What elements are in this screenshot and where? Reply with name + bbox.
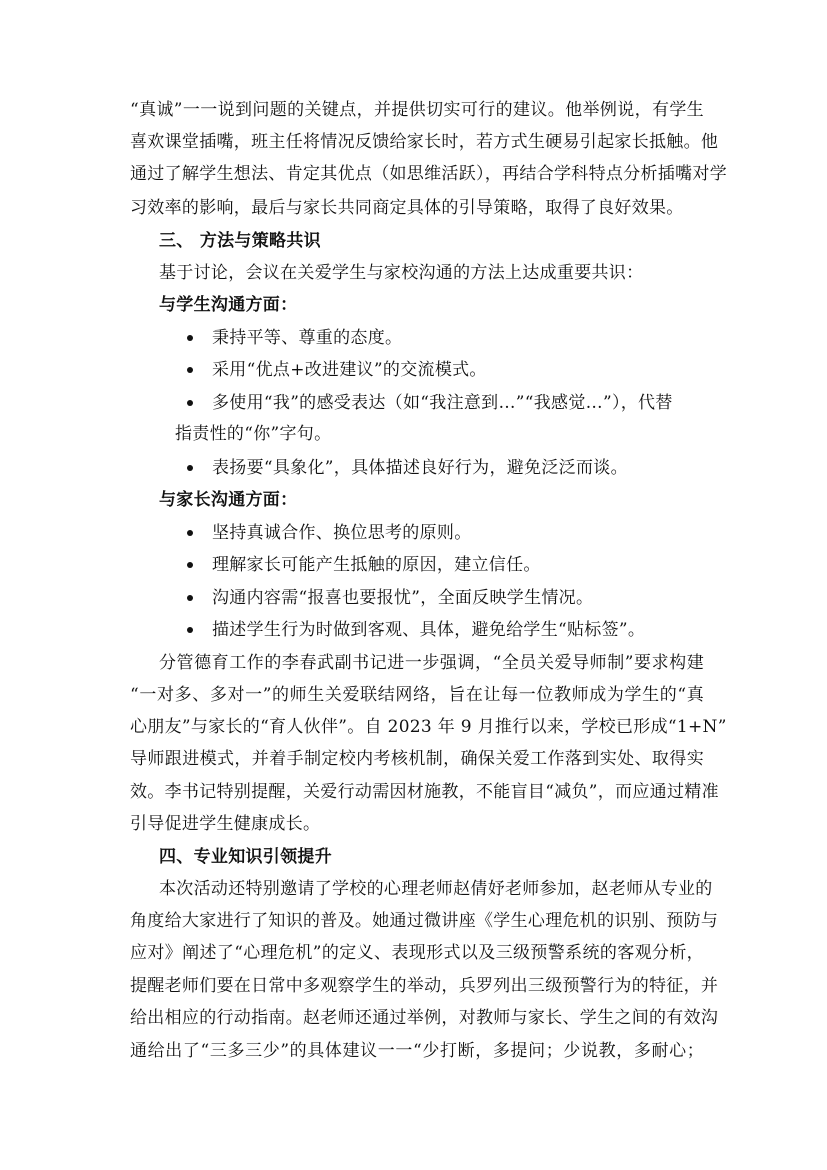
subheading-student-communication: 与学生沟通方面： bbox=[159, 295, 298, 315]
section-heading-3: 三、 方法与策略共识 bbox=[159, 231, 321, 251]
paragraph-line: 效。李书记特别提醒，关爱行动需因材施教，不能盲目“减负”，而应通过精准 bbox=[130, 782, 719, 802]
paragraph-line: 分管德育工作的李春武副书记进一步强调，“全员关爱导师制”要求构建 bbox=[159, 653, 704, 673]
paragraph-line: 基于讨论，会议在关爱学生与家校沟通的方法上达成重要共识： bbox=[159, 263, 644, 283]
list-item: 采用“优点+改进建议”的交流模式。 bbox=[212, 360, 487, 380]
list-item-continuation: 指责性的“你”字句。 bbox=[175, 424, 332, 444]
paragraph-line: “一对多、多对一”的师生关爱联结网络，旨在让每一位教师成为学生的“真 bbox=[130, 685, 704, 705]
bullet-icon bbox=[186, 359, 194, 381]
bullet-icon bbox=[186, 587, 194, 609]
paragraph-line: 本次活动还特别邀请了学校的心理老师赵倩妤老师参加，赵老师从专业的 bbox=[159, 879, 713, 899]
paragraph-line: 提醒老师们要在日常中多观察学生的举动，兵罗列出三级预警行为的特征，并 bbox=[130, 976, 719, 996]
paragraph-line: 引导促进学生健康成长。 bbox=[130, 814, 321, 834]
list-item: 坚持真诚合作、换位思考的原则。 bbox=[212, 523, 472, 543]
list-item: 表扬要“具象化”，具体描述良好行为，避免泛泛而谈。 bbox=[212, 458, 628, 478]
paragraph-line: 喜欢课堂插嘴，班主任将情况反馈给家长时，若方式生硬易引起家长抵触。他 bbox=[130, 132, 719, 152]
paragraph-line: 导师跟进模式，并着手制定校内考核机制，确保关爱工作落到实处、取得实 bbox=[130, 749, 704, 769]
paragraph-line: 应对》阐述了“心理危机”的定义、表现形式以及三级预警系统的客观分析， bbox=[130, 943, 704, 963]
bullet-icon bbox=[186, 327, 194, 349]
paragraph-line: “真诚”一一说到问题的关键点，并提供切实可行的建议。他举例说，有学生 bbox=[130, 100, 704, 120]
subheading-parent-communication: 与家长沟通方面： bbox=[159, 490, 298, 510]
list-item: 理解家长可能产生抵触的原因，建立信任。 bbox=[212, 555, 541, 575]
bullet-icon bbox=[186, 457, 194, 479]
bullet-icon bbox=[186, 392, 194, 414]
list-item: 多使用“我”的感受表达（如“我注意到…”“我感觉…”），代替 bbox=[212, 393, 673, 413]
paragraph-line: 习效率的影响，最后与家长共同商定具体的引导策略，取得了良好效果。 bbox=[130, 198, 684, 218]
paragraph-line: 心朋友”与家长的“育人伙伴”。自 2023 年 9 月推行以来，学校已形成“1+N” bbox=[130, 717, 727, 737]
list-item: 秉持平等、尊重的态度。 bbox=[212, 328, 403, 348]
paragraph-line: 通给出了“三多三少”的具体建议一一“少打断，多提问；少说教，多耐心； bbox=[130, 1041, 704, 1061]
list-item: 描述学生行为时做到客观、具体，避免给学生“贴标签”。 bbox=[212, 620, 646, 640]
bullet-icon bbox=[186, 554, 194, 576]
paragraph-line: 通过了解学生想法、肯定其优点（如思维活跃），再结合学科特点分析插嘴对学 bbox=[130, 164, 727, 184]
bullet-icon bbox=[186, 522, 194, 544]
paragraph-line: 角度给大家进行了知识的普及。她通过微讲座《学生心理危机的识别、预防与 bbox=[130, 911, 719, 931]
list-item: 沟通内容需“报喜也要报忧”，全面反映学生情况。 bbox=[212, 588, 594, 608]
section-heading-4: 四、专业知识引领提升 bbox=[159, 847, 332, 867]
paragraph-line: 给出相应的行动指南。赵老师还通过举例，对教师与家长、学生之间的有效沟 bbox=[130, 1008, 719, 1028]
bullet-icon bbox=[186, 619, 194, 641]
